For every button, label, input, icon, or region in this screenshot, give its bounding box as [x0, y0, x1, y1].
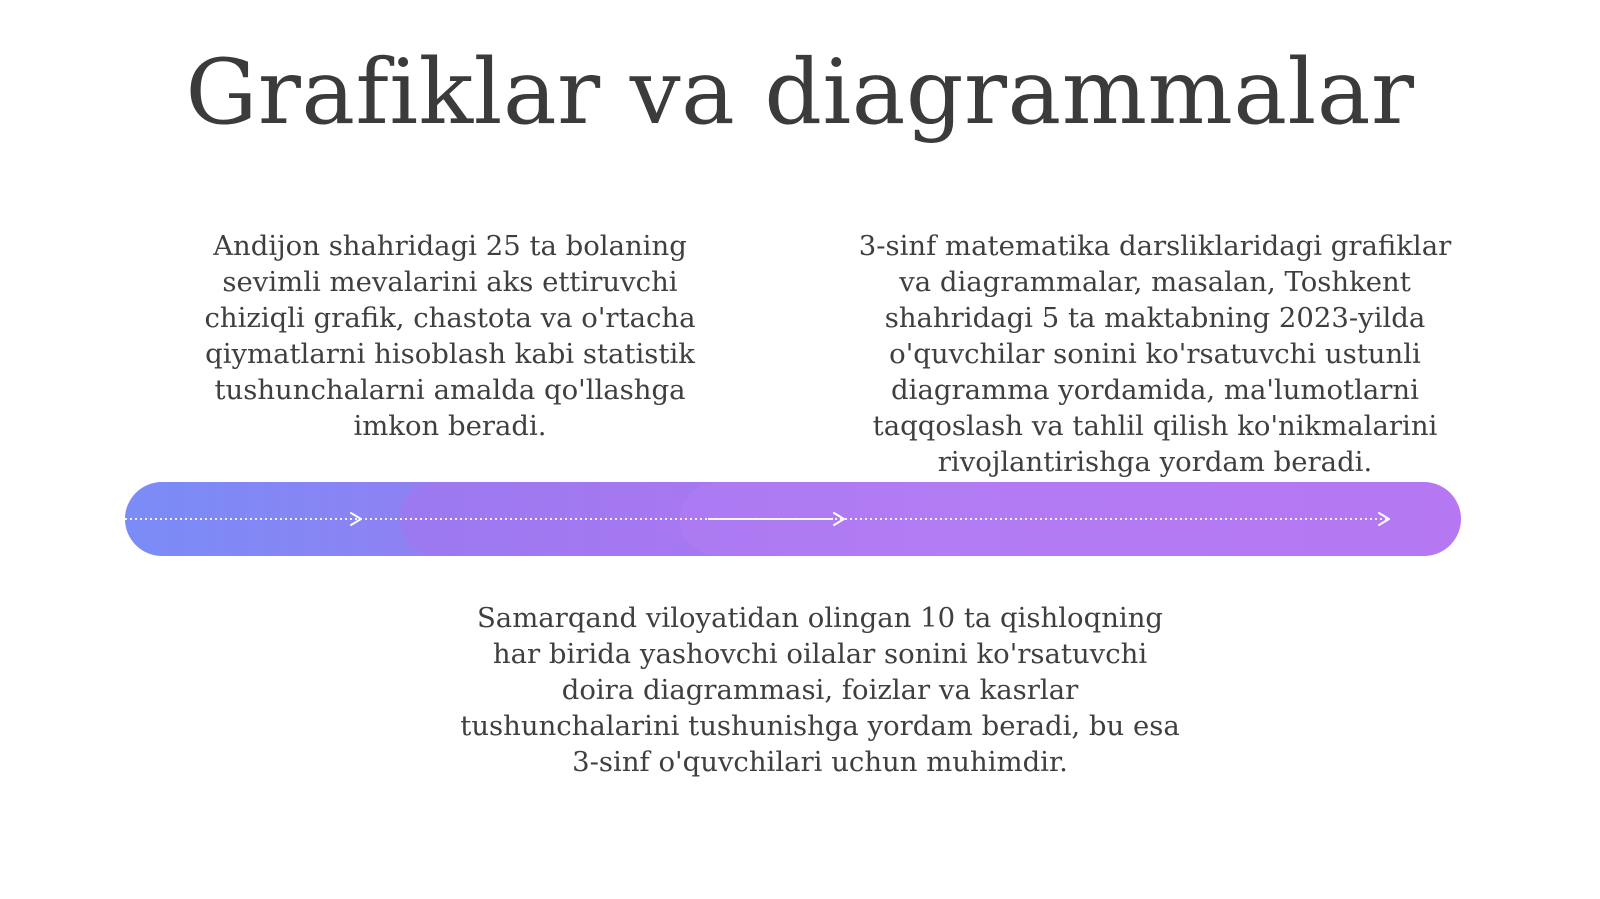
timeline-bar	[125, 482, 1461, 556]
timeline-item-text-1: Andijon shahridagi 25 ta bolaning sevimli mevalarini aks ettiruvchi chiziqli grafik, chastota va o'rtacha qiymatlarni hisoblash kabi statistik tushunchalarni amalda qo'llashga imkon beradi.	[204, 230, 696, 442]
timeline-item-text-3: Samarqand viloyatidan olingan 10 ta qishloqning har birida yashovchi oilalar sonini ko'rsatuvchi doira diagrammasi, foizlar va kasrlar tushunchalarini tushunishga yordam beradi, bu esa 3-sinf o'quvchilari uchun muhimdir.	[460, 602, 1180, 778]
timeline-arrows	[125, 482, 1461, 556]
timeline-item-text-2: 3-sinf matematika darsliklaridagi grafiklar va diagrammalar, masalan, Toshkent shahridagi 5 ta maktabning 2023-yilda o'quvchilar sonini ko'rsatuvchi ustunli diagramma yordamida, ma'lumotlarni taqqoslash va tahlil qilish ko'nikmalarini rivojlantirishga yordam beradi.	[858, 230, 1452, 478]
slide-title: Grafiklar va diagrammalar	[185, 40, 1415, 145]
